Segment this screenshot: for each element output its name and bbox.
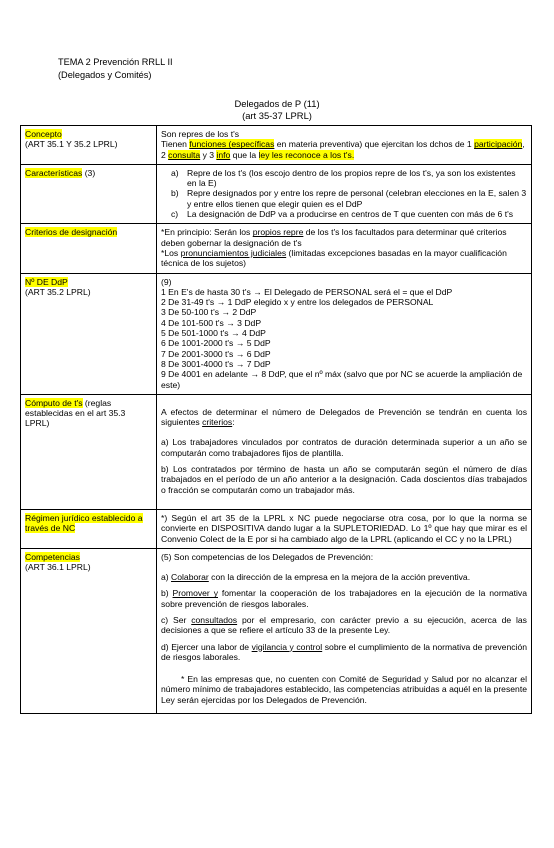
label-cell [21, 273, 157, 394]
text-run: : [232, 417, 235, 428]
text-run: con la dirección de la empresa en la mejora de la acción preventiva. [208, 572, 471, 583]
text-run: funciones (específicas [189, 139, 275, 150]
row-concepto [21, 126, 532, 165]
computo-rule-b: b) Los contratados por término de hasta un año se computarán según el número de días trabajados en el período de un año anterior a la designación. Cada doscientos días trabajados o fracción se computarán como un trabajador más. [161, 464, 527, 495]
numero-line: 7 De 2001-3000 t's → 6 DdP [161, 348, 271, 359]
label-cell [21, 548, 157, 713]
row-label: Características [25, 167, 83, 178]
list-text: Repre designados por y entre los repre de personal (celebran elecciones en la E, salen 3 y entre ellos tienen que elegir quien es el DdP [187, 188, 527, 209]
row-label: Concepto [25, 129, 62, 139]
content-cell [157, 548, 532, 713]
row-label: Nº DE DdP [25, 276, 68, 287]
text-run: d) Ejercer una labor de [161, 641, 252, 652]
text-run: criterios [202, 417, 233, 428]
text-run: Promover y [172, 588, 218, 599]
row-computo [21, 394, 532, 509]
list-marker: c) [171, 209, 179, 220]
text-run: que la [230, 149, 259, 160]
list-item [161, 209, 527, 219]
title-line-1: Delegados de P (11) [234, 98, 320, 109]
computo-rule-a: a) Los trabajadores vinculados por contratos de duración determinada superior a un año se computarán como trabajadores fijos de plantilla. [161, 437, 527, 458]
numero-line: (9) [161, 276, 172, 287]
content-cell [157, 224, 532, 273]
numero-line: 8 De 3001-4000 t's → 7 DdP [161, 358, 271, 369]
competencias-intro: (5) Son competencias de los Delegados de Prevención: [161, 551, 374, 562]
text-run: participación [474, 139, 523, 150]
row-count: (3) [82, 167, 96, 178]
row-criterios [21, 224, 532, 273]
row-label: Régimen jurídico establecido a través de NC [25, 512, 143, 534]
numero-line: 2 De 31-49 t's → 1 DdP elegido x y entre los delegados de PERSONAL [161, 297, 434, 308]
list-marker: a) [171, 167, 179, 178]
text-run: de los t's los facultados para determinar qué criterios deben gobernar la designación de t's [161, 227, 507, 248]
row-numero [21, 273, 532, 394]
criterios-line-2 [161, 248, 527, 269]
text-run: *Los [161, 247, 181, 258]
text-run: A efectos de determinar el número de Delegados de Prevención se tendrán en cuenta los siguientes [161, 406, 527, 428]
text-run: pronunciamientos judiciales [180, 247, 287, 258]
label-cell [21, 509, 157, 548]
label-cell [21, 394, 157, 509]
row-caracteristicas [21, 164, 532, 223]
content-table [20, 125, 532, 714]
label-cell [21, 164, 157, 223]
text-run: sobre el cumplimiento de la normativa de prevención de riesgos laborales. [161, 641, 527, 662]
text-run: y 3 [200, 149, 217, 160]
label-cell [21, 126, 157, 165]
text-run: Tienen [161, 139, 190, 150]
numero-line: 5 De 501-1000 t's → 4 DdP [161, 328, 266, 339]
numero-line: 3 De 50-100 t's → 2 DdP [161, 307, 257, 318]
regimen-text: *) Según el art 35 de la LPRL x NC puede negociarse otra cosa, por lo que la norma se convierte en DISPOSITIVA dando lugar a la SUPLETORIEDAD. Lo 1º que hay que mirar es el Convenio Colect de la E por si ha cambiado algo de la LPRL (aplicando el CC y no la LPRL) [161, 512, 527, 544]
competencia-a [161, 572, 527, 582]
numero-line: 6 De 1001-2000 t's → 5 DdP [161, 338, 271, 349]
text-run: b) [161, 588, 173, 599]
text-run: fomentar la cooperación de los trabajadores en la ejecución de la normativa sobre prevención de riesgos laborales. [161, 588, 528, 609]
competencias-note: * En las empresas que, no cuenten con Comité de Seguridad y Salud por no alcanzar el número mínimo de trabajadores establecido, las competencias atribuidas a aquél en la presente Ley serán ejercidas por los Delegados de Prevención. [161, 674, 527, 705]
document-header [58, 56, 173, 82]
list-text: La designación de DdP va a producirse en centros de T que cuenten con más de 6 t's [187, 209, 514, 220]
content-cell [157, 394, 532, 509]
text-run: vigilancia y control [251, 641, 323, 652]
content-cell [157, 126, 532, 165]
numero-line: 4 De 101-500 t's → 3 DdP [161, 317, 262, 328]
row-ref: (ART 36.1 LPRL) [25, 562, 91, 573]
competencia-d [161, 642, 527, 663]
row-label: Cómputo de t's [25, 397, 83, 408]
row-ref: (ART 35.1 Y 35.2 LPRL) [25, 139, 118, 150]
row-regimen [21, 509, 532, 548]
numero-line: 1 En E's de hasta 30 t's → El Delegado de PERSONAL será el = que el DdP [161, 286, 453, 297]
characteristics-list [161, 168, 527, 219]
competencia-b [161, 588, 527, 609]
text-run: (limitadas excepciones basadas en la mayor cualificación técnica de los sujetos) [161, 247, 507, 269]
criterios-line-1 [161, 227, 527, 248]
text-run: Colaborar [171, 572, 209, 583]
text-run: propios repre [252, 227, 304, 238]
computo-intro [161, 407, 527, 428]
section-title [0, 98, 554, 121]
list-item [161, 188, 527, 209]
header-line-2: (Delegados y Comités) [58, 70, 152, 80]
list-marker: b) [171, 188, 179, 199]
text-run: info [216, 149, 231, 160]
title-line-2: (art 35-37 LPRL) [242, 109, 312, 121]
competencia-c [161, 615, 527, 636]
row-competencias [21, 548, 532, 713]
concepto-line-1: Son repres de los t's [161, 129, 240, 139]
text-run: a) [161, 572, 172, 583]
text-run: ley les reconoce a los t's. [258, 149, 355, 160]
row-label: Criterios de designación [25, 227, 118, 238]
row-ref: (reglas establecidas en el art 35.3 LPRL) [25, 397, 126, 429]
list-item [161, 168, 527, 189]
content-cell [157, 509, 532, 548]
text-run: por el empresario, con carácter previo a su ejecución, acerca de las decisiones a que se refiere el artículo 33 de la presente Ley. [161, 614, 527, 636]
numero-line: 9 De 4001 en adelante → 8 DdP, que el nº máx (salvo que por NC se acuerde la ampliación de este) [161, 369, 523, 390]
text-run: en materia preventiva) que ejercitan los dchos de 1 [274, 139, 475, 150]
text-run: consulta [168, 149, 201, 160]
header-line-1: TEMA 2 Prevención RRLL II [58, 57, 173, 67]
text-run: c) Ser [161, 614, 192, 625]
content-cell [157, 164, 532, 223]
label-cell [21, 224, 157, 273]
text-run: *En principio: Serán los [161, 227, 253, 238]
list-text: Repre de los t's (los escojo dentro de los propios repre de los t's, ya son los existentes en la E) [187, 167, 516, 189]
text-run: , 2 [161, 139, 525, 160]
row-label: Competencias [25, 551, 80, 562]
concepto-text [161, 139, 525, 159]
text-run: consultados [191, 614, 238, 625]
row-ref: (ART 35.2 LPRL) [25, 286, 91, 297]
content-cell [157, 273, 532, 394]
